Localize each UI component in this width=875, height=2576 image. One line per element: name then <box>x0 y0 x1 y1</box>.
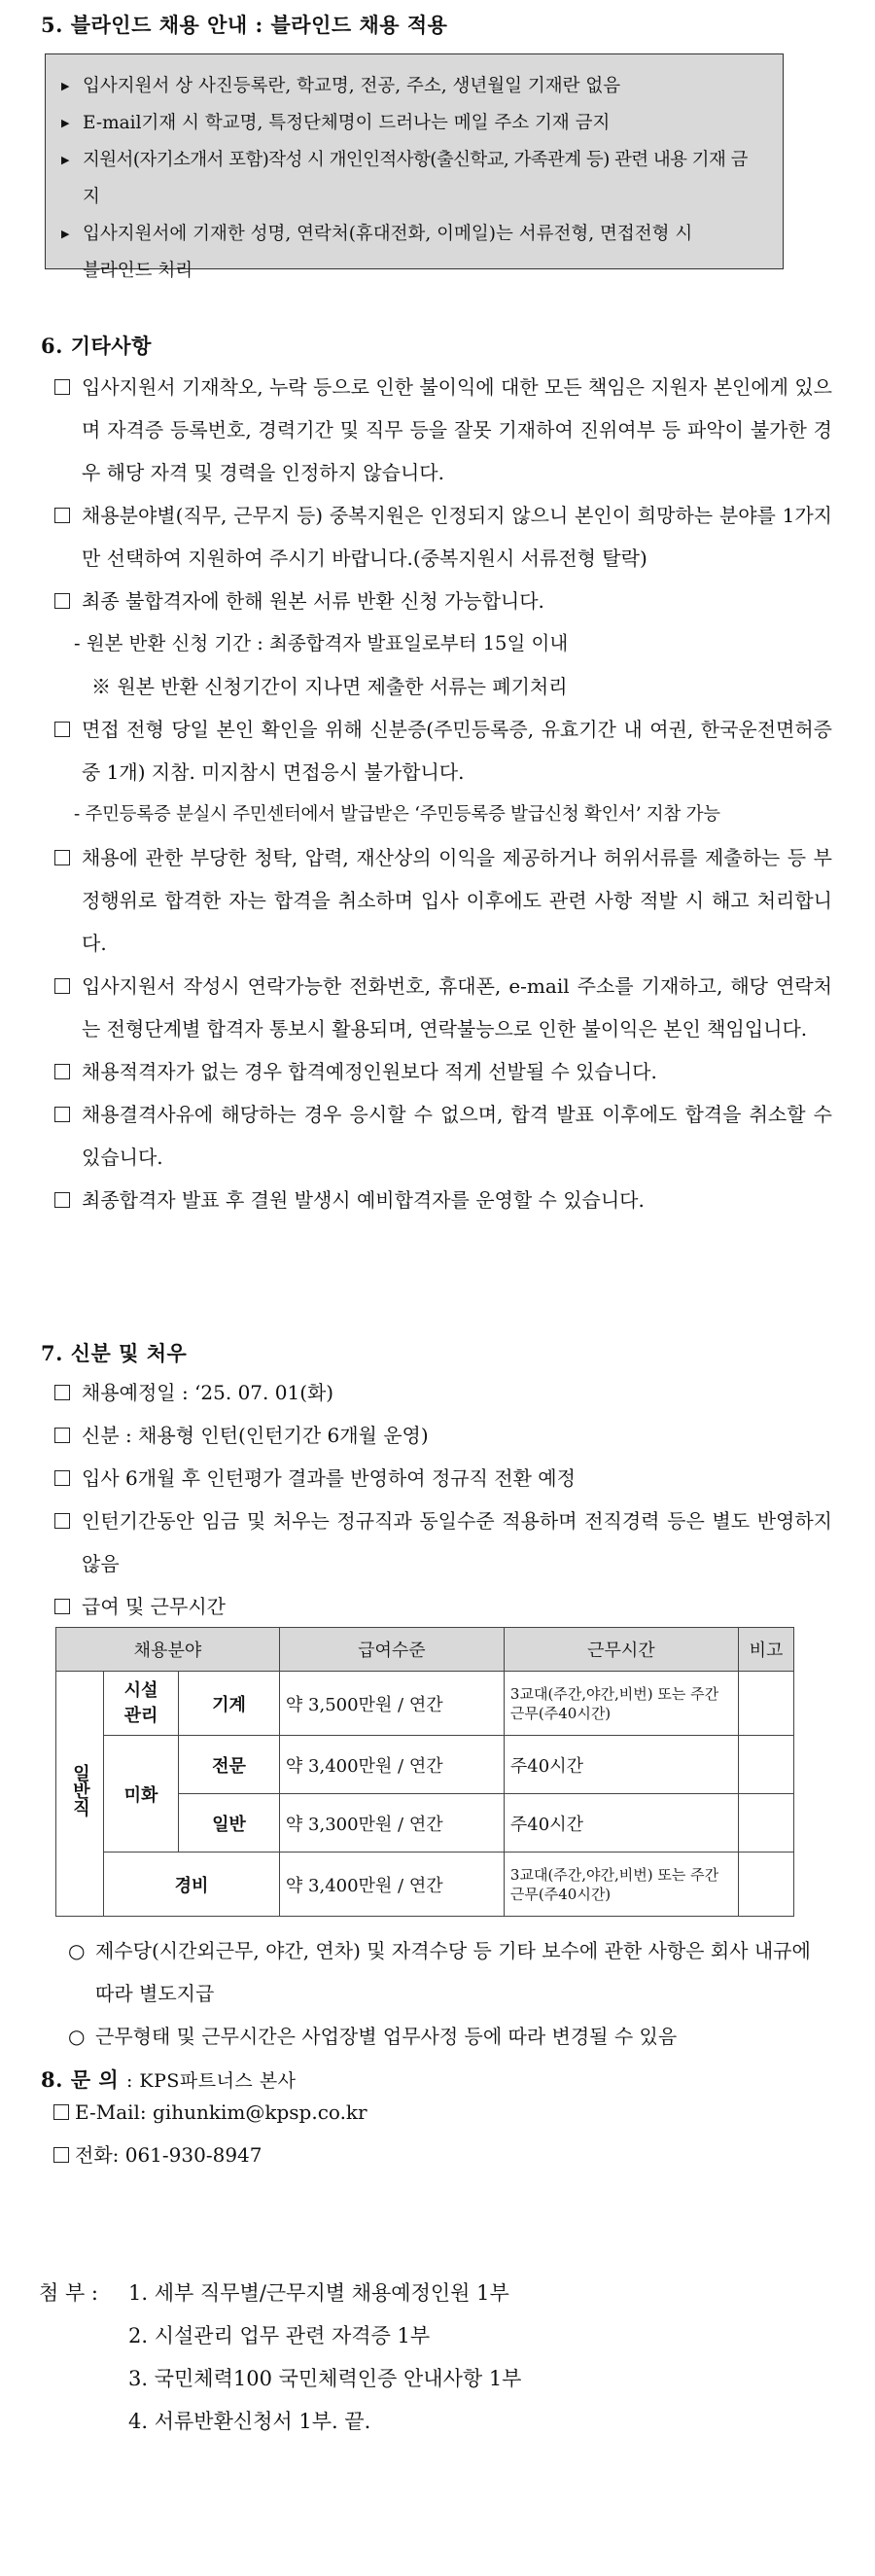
list-item: 인턴기간동안 임금 및 처우는 정규직과 동일수준 적용하며 전직경력 등은 별도 반영하지 않음 <box>54 1500 832 1585</box>
checkbox-icon <box>53 2091 75 2134</box>
subcategory-cell: 전문 <box>179 1736 280 1794</box>
circle-bullet-icon: ○ <box>68 2025 86 2048</box>
category-cell: 미화 <box>104 1736 179 1853</box>
table-row <box>56 1853 794 1917</box>
pay-cell: 약 3,400만원 / 연간 <box>279 1853 504 1917</box>
list-item: 채용예정일 : ‘25. 07. 01(화) <box>54 1371 832 1414</box>
footnote-list <box>68 1929 826 2058</box>
list-item: 채용에 관한 부당한 청탁, 압력, 재산상의 이익을 제공하거나 허위서류를 제출하는 등 부정행위로 합격한 자는 합격을 취소하며 입사 이후에도 관련 사항 적발 시 해고 처리합니다. <box>54 836 832 965</box>
hours-cell: 3교대(주간,야간,비번) 또는 주간근무(주40시간) <box>504 1672 738 1736</box>
checkbox-icon <box>54 1093 82 1179</box>
contact-email-row: E-Mail: gihunkim@kpsp.co.kr <box>53 2091 368 2134</box>
footnote-item: ○ 근무형태 및 근무시간은 사업장별 업무사정 등에 따라 변경될 수 있음 <box>68 2015 826 2058</box>
subcategory-cell: 일반 <box>179 1794 280 1853</box>
list-item: 최종 불합격자에 한해 원본 서류 반환 신청 가능합니다. <box>54 580 832 622</box>
sub-item: - 원본 반환 신청 기간 : 최종합격자 발표일로부터 15일 이내 <box>74 632 569 654</box>
attachment-item: 2. 시설관리 업무 관련 자격증 1부 <box>128 2324 431 2347</box>
checkbox-icon <box>54 1179 82 1221</box>
list-item: 입사지원서 기재착오, 누락 등으로 인한 불이익에 대한 모든 책임은 지원자 본인에게 있으며 자격증 등록번호, 경력기간 및 직무 등을 잘못 기재하여 진위여부 등 파악이 불가한 경우 해당 자격 및 경력을 인정하지 않습니다. <box>54 366 832 494</box>
list-item: 최종합격자 발표 후 결원 발생시 예비합격자를 운영할 수 있습니다. <box>54 1179 832 1221</box>
note-item: ※ 원본 반환 신청기간이 지나면 제출한 서류는 폐기처리 <box>91 675 568 698</box>
attachment-item: 첨 부 : 1. 세부 직무별/근무지별 채용예정인원 1부 <box>39 2272 521 2314</box>
section-5-title: 5. 블라인드 채용 안내 : 블라인드 채용 적용 <box>41 13 448 37</box>
contact-phone-row: 전화: 061-930-8947 <box>53 2134 368 2176</box>
checkbox-icon <box>54 494 82 580</box>
section-8-heading <box>41 2064 297 2094</box>
hours-cell: 3교대(주간,야간,비번) 또는 주간근무(주40시간) <box>504 1853 738 1917</box>
bullet-item: ▶ 지원서(자기소개서 포함)작성 시 개인인적사항(출신학교, 가족관계 등) 관련 내용 기재 금지 <box>61 142 763 216</box>
column-header: 채용분야 <box>56 1628 280 1672</box>
table-row <box>56 1672 794 1736</box>
subcategory-cell: 기계 <box>179 1672 280 1736</box>
pay-cell: 약 3,400만원 / 연간 <box>279 1736 504 1794</box>
pay-cell: 약 3,500만원 / 연간 <box>279 1672 504 1736</box>
triangle-bullet-icon: ▶ <box>61 117 70 129</box>
table-row <box>56 1736 794 1794</box>
circle-bullet-icon: ○ <box>68 1939 86 1962</box>
triangle-bullet-icon: ▶ <box>61 154 70 166</box>
section-6-title: 6. 기타사항 <box>41 334 152 358</box>
group-cell: 일반직 <box>56 1672 104 1917</box>
bullet-item: ▶ 입사지원서 상 사진등록란, 학교명, 전공, 주소, 생년월일 기재란 없음 <box>61 68 763 105</box>
attachment-label: 첨 부 : <box>39 2281 98 2305</box>
note-cell <box>738 1736 793 1794</box>
section-6-list <box>54 366 832 1221</box>
pay-cell: 약 3,300만원 / 연간 <box>279 1794 504 1853</box>
list-item: 급여 및 근무시간 <box>54 1585 832 1628</box>
salary-table <box>55 1627 794 1917</box>
list-item: 입사지원서 작성시 연락가능한 전화번호, 휴대폰, e-mail 주소를 기재하고, 해당 연락처는 전형단계별 합격자 통보시 활용되며, 연락불능으로 인한 불이익은 본인 책임입니다. <box>54 965 832 1050</box>
checkbox-icon <box>54 708 82 794</box>
column-header: 근무시간 <box>504 1628 738 1672</box>
column-header: 급여수준 <box>279 1628 504 1672</box>
list-item: 신분 : 채용형 인턴(인턴기간 6개월 운영) <box>54 1414 832 1457</box>
list-item: 입사 6개월 후 인턴평가 결과를 반영하여 정규직 전환 예정 <box>54 1457 832 1500</box>
hours-cell: 주40시간 <box>504 1736 738 1794</box>
sub-item: - 주민등록증 분실시 주민센터에서 발급받은 ‘주민등록증 발급신청 확인서’ 지참 가능 <box>74 804 720 825</box>
checkbox-icon <box>53 2134 75 2176</box>
contact-list <box>53 2091 368 2176</box>
triangle-bullet-icon: ▶ <box>61 228 70 240</box>
list-item: 채용적격자가 없는 경우 합격예정인원보다 적게 선발될 수 있습니다. <box>54 1050 832 1093</box>
checkbox-icon <box>54 1050 82 1093</box>
contact-org: : KPS파트너스 본사 <box>125 2070 297 2092</box>
checkbox-icon <box>54 1414 82 1457</box>
note-cell <box>738 1672 793 1736</box>
bullet-item: ▶ 입사지원서에 기재한 성명, 연락처(휴대전화, 이메일)는 서류전형, 면접전형 시 <box>61 216 763 253</box>
bullet-continuation: 블라인드 처리 <box>83 261 193 281</box>
footnote-item: ○ 제수당(시간외근무, 야간, 연차) 및 자격수당 등 기타 보수에 관한 사항은 회사 내규에 따라 별도지급 <box>68 1929 826 2015</box>
section-8-title: 8. 문 의 <box>41 2067 120 2092</box>
list-item: 채용결격사유에 해당하는 경우 응시할 수 없으며, 합격 발표 이후에도 합격을 취소할 수 있습니다. <box>54 1093 832 1179</box>
attachment-item: 4. 서류반환신청서 1부. 끝. <box>128 2410 371 2433</box>
list-item: 채용분야별(직무, 근무지 등) 중복지원은 인정되지 않으니 본인이 희망하는 분야를 1가지만 선택하여 지원하여 주시기 바랍니다.(중복지원시 서류전형 탈락) <box>54 494 832 580</box>
section-7-list <box>54 1371 832 1628</box>
checkbox-icon <box>54 1585 82 1628</box>
note-cell <box>738 1853 793 1917</box>
checkbox-icon <box>54 366 82 494</box>
column-header: 비고 <box>738 1628 793 1672</box>
blind-hiring-box <box>45 53 784 281</box>
section-7-title: 7. 신분 및 처우 <box>41 1341 188 1365</box>
attachments <box>39 2272 521 2443</box>
checkbox-icon <box>54 580 82 622</box>
checkbox-icon <box>54 1457 82 1500</box>
checkbox-icon <box>54 1500 82 1585</box>
table-header-row <box>56 1628 794 1672</box>
bullet-item: ▶ E-mail기재 시 학교명, 특정단체명이 드러나는 메일 주소 기재 금지 <box>61 105 763 142</box>
category-cell: 시설관리 <box>104 1672 179 1736</box>
checkbox-icon <box>54 836 82 965</box>
hours-cell: 주40시간 <box>504 1794 738 1853</box>
note-cell <box>738 1794 793 1853</box>
category-cell: 경비 <box>104 1853 280 1917</box>
attachment-item: 3. 국민체력100 국민체력인증 안내사항 1부 <box>128 2367 522 2390</box>
triangle-bullet-icon: ▶ <box>61 80 70 92</box>
checkbox-icon <box>54 965 82 1050</box>
checkbox-icon <box>54 1371 82 1414</box>
list-item: 면접 전형 당일 본인 확인을 위해 신분증(주민등록증, 유효기간 내 여권, 한국운전면허증 중 1개) 지참. 미지참시 면접응시 불가합니다. <box>54 708 832 794</box>
